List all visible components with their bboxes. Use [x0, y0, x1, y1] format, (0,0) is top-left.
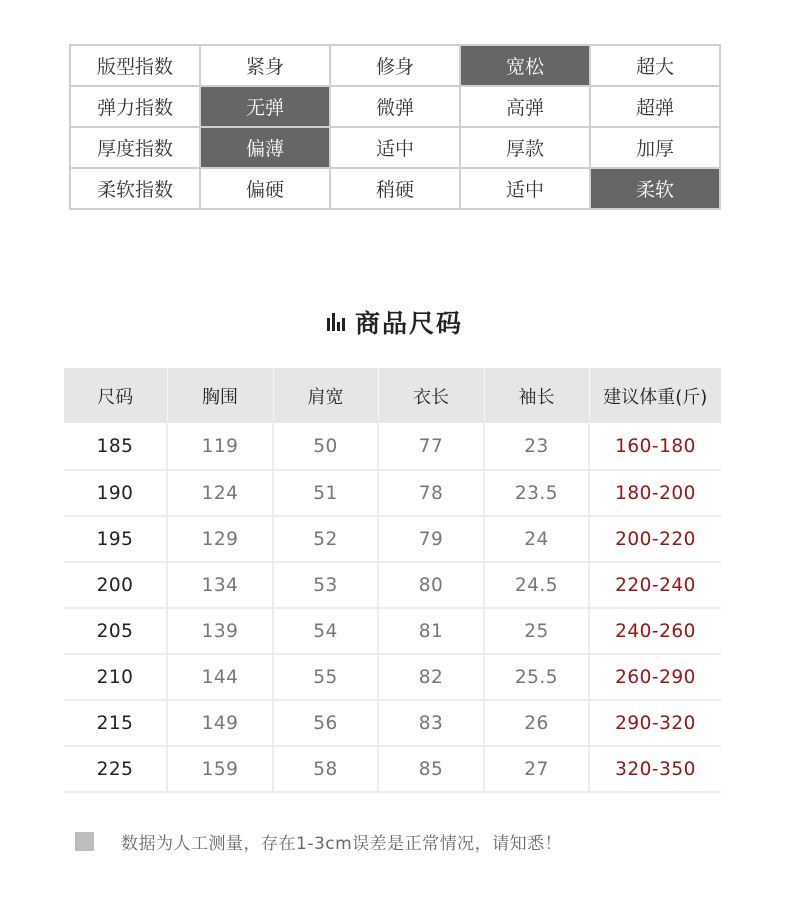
- measurement-cell: 54: [273, 608, 378, 654]
- measurement-cell: 81: [378, 608, 484, 654]
- index-option: 高弹: [460, 86, 590, 127]
- weight-cell: 320-350: [589, 746, 721, 792]
- index-option: 适中: [460, 168, 590, 209]
- table-row: [64, 423, 721, 470]
- size-cell: 210: [64, 654, 167, 700]
- index-option: 稍硬: [330, 168, 460, 209]
- weight-cell: 240-260: [589, 608, 721, 654]
- measurement-cell: 58: [273, 746, 378, 792]
- index-option-selected: 偏薄: [200, 127, 330, 168]
- measurement-cell: 56: [273, 700, 378, 746]
- measurement-cell: 55: [273, 654, 378, 700]
- bar-chart-icon: [327, 313, 345, 331]
- index-option: 紧身: [200, 45, 330, 86]
- index-option: 适中: [330, 127, 460, 168]
- weight-cell: 260-290: [589, 654, 721, 700]
- table-row: [64, 654, 721, 700]
- measurement-cell: 24: [484, 516, 589, 562]
- measurement-cell: 149: [167, 700, 273, 746]
- measurement-cell: 50: [273, 423, 378, 470]
- index-label: 厚度指数: [70, 127, 200, 168]
- measurement-cell: 124: [167, 470, 273, 516]
- measurement-cell: 51: [273, 470, 378, 516]
- column-header: 袖长: [484, 368, 589, 423]
- weight-cell: 160-180: [589, 423, 721, 470]
- size-cell: 195: [64, 516, 167, 562]
- index-label: 弹力指数: [70, 86, 200, 127]
- table-row: [64, 608, 721, 654]
- index-option-selected: 无弹: [200, 86, 330, 127]
- size-cell: 185: [64, 423, 167, 470]
- measurement-cell: 24.5: [484, 562, 589, 608]
- section-heading: [0, 304, 790, 340]
- column-header: 胸围: [167, 368, 273, 423]
- column-header: 建议体重(斤): [589, 368, 721, 423]
- measurement-note: [75, 829, 562, 854]
- index-label: 版型指数: [70, 45, 200, 86]
- index-option-selected: 柔软: [590, 168, 720, 209]
- index-option: 微弹: [330, 86, 460, 127]
- index-option: 厚款: [460, 127, 590, 168]
- measurement-cell: 27: [484, 746, 589, 792]
- index-option: 超弹: [590, 86, 720, 127]
- measurement-cell: 52: [273, 516, 378, 562]
- measurement-cell: 129: [167, 516, 273, 562]
- weight-cell: 200-220: [589, 516, 721, 562]
- index-row: [70, 45, 720, 86]
- weight-cell: 180-200: [589, 470, 721, 516]
- measurement-cell: 119: [167, 423, 273, 470]
- measurement-cell: 26: [484, 700, 589, 746]
- fabric-index-table: [69, 44, 721, 210]
- measurement-cell: 82: [378, 654, 484, 700]
- index-label: 柔软指数: [70, 168, 200, 209]
- index-option: 加厚: [590, 127, 720, 168]
- index-option: 偏硬: [200, 168, 330, 209]
- measurement-cell: 85: [378, 746, 484, 792]
- index-option-selected: 宽松: [460, 45, 590, 86]
- column-header: 肩宽: [273, 368, 378, 423]
- measurement-cell: 83: [378, 700, 484, 746]
- measurement-cell: 78: [378, 470, 484, 516]
- column-header: 衣长: [378, 368, 484, 423]
- table-row: [64, 562, 721, 608]
- size-table: [64, 368, 721, 793]
- weight-cell: 290-320: [589, 700, 721, 746]
- table-row: [64, 746, 721, 792]
- measurement-cell: 25.5: [484, 654, 589, 700]
- measurement-cell: 77: [378, 423, 484, 470]
- index-option: 超大: [590, 45, 720, 86]
- measurement-cell: 159: [167, 746, 273, 792]
- measurement-cell: 23: [484, 423, 589, 470]
- measurement-cell: 53: [273, 562, 378, 608]
- size-cell: 200: [64, 562, 167, 608]
- index-row: [70, 86, 720, 127]
- measurement-cell: 144: [167, 654, 273, 700]
- measurement-cell: 23.5: [484, 470, 589, 516]
- size-cell: 190: [64, 470, 167, 516]
- size-cell: 215: [64, 700, 167, 746]
- measurement-cell: 139: [167, 608, 273, 654]
- gray-square-icon: [75, 832, 94, 851]
- section-title: 商品尺码: [354, 309, 463, 338]
- table-row: [64, 470, 721, 516]
- index-row: [70, 168, 720, 209]
- size-table-header: [64, 368, 721, 423]
- measurement-cell: 134: [167, 562, 273, 608]
- note-text: 数据为人工测量，存在1-3cm误差是正常情况，请知悉！: [121, 834, 563, 854]
- table-row: [64, 516, 721, 562]
- column-header: 尺码: [64, 368, 167, 423]
- size-cell: 225: [64, 746, 167, 792]
- measurement-cell: 80: [378, 562, 484, 608]
- weight-cell: 220-240: [589, 562, 721, 608]
- table-row: [64, 700, 721, 746]
- index-row: [70, 127, 720, 168]
- measurement-cell: 25: [484, 608, 589, 654]
- index-option: 修身: [330, 45, 460, 86]
- measurement-cell: 79: [378, 516, 484, 562]
- size-cell: 205: [64, 608, 167, 654]
